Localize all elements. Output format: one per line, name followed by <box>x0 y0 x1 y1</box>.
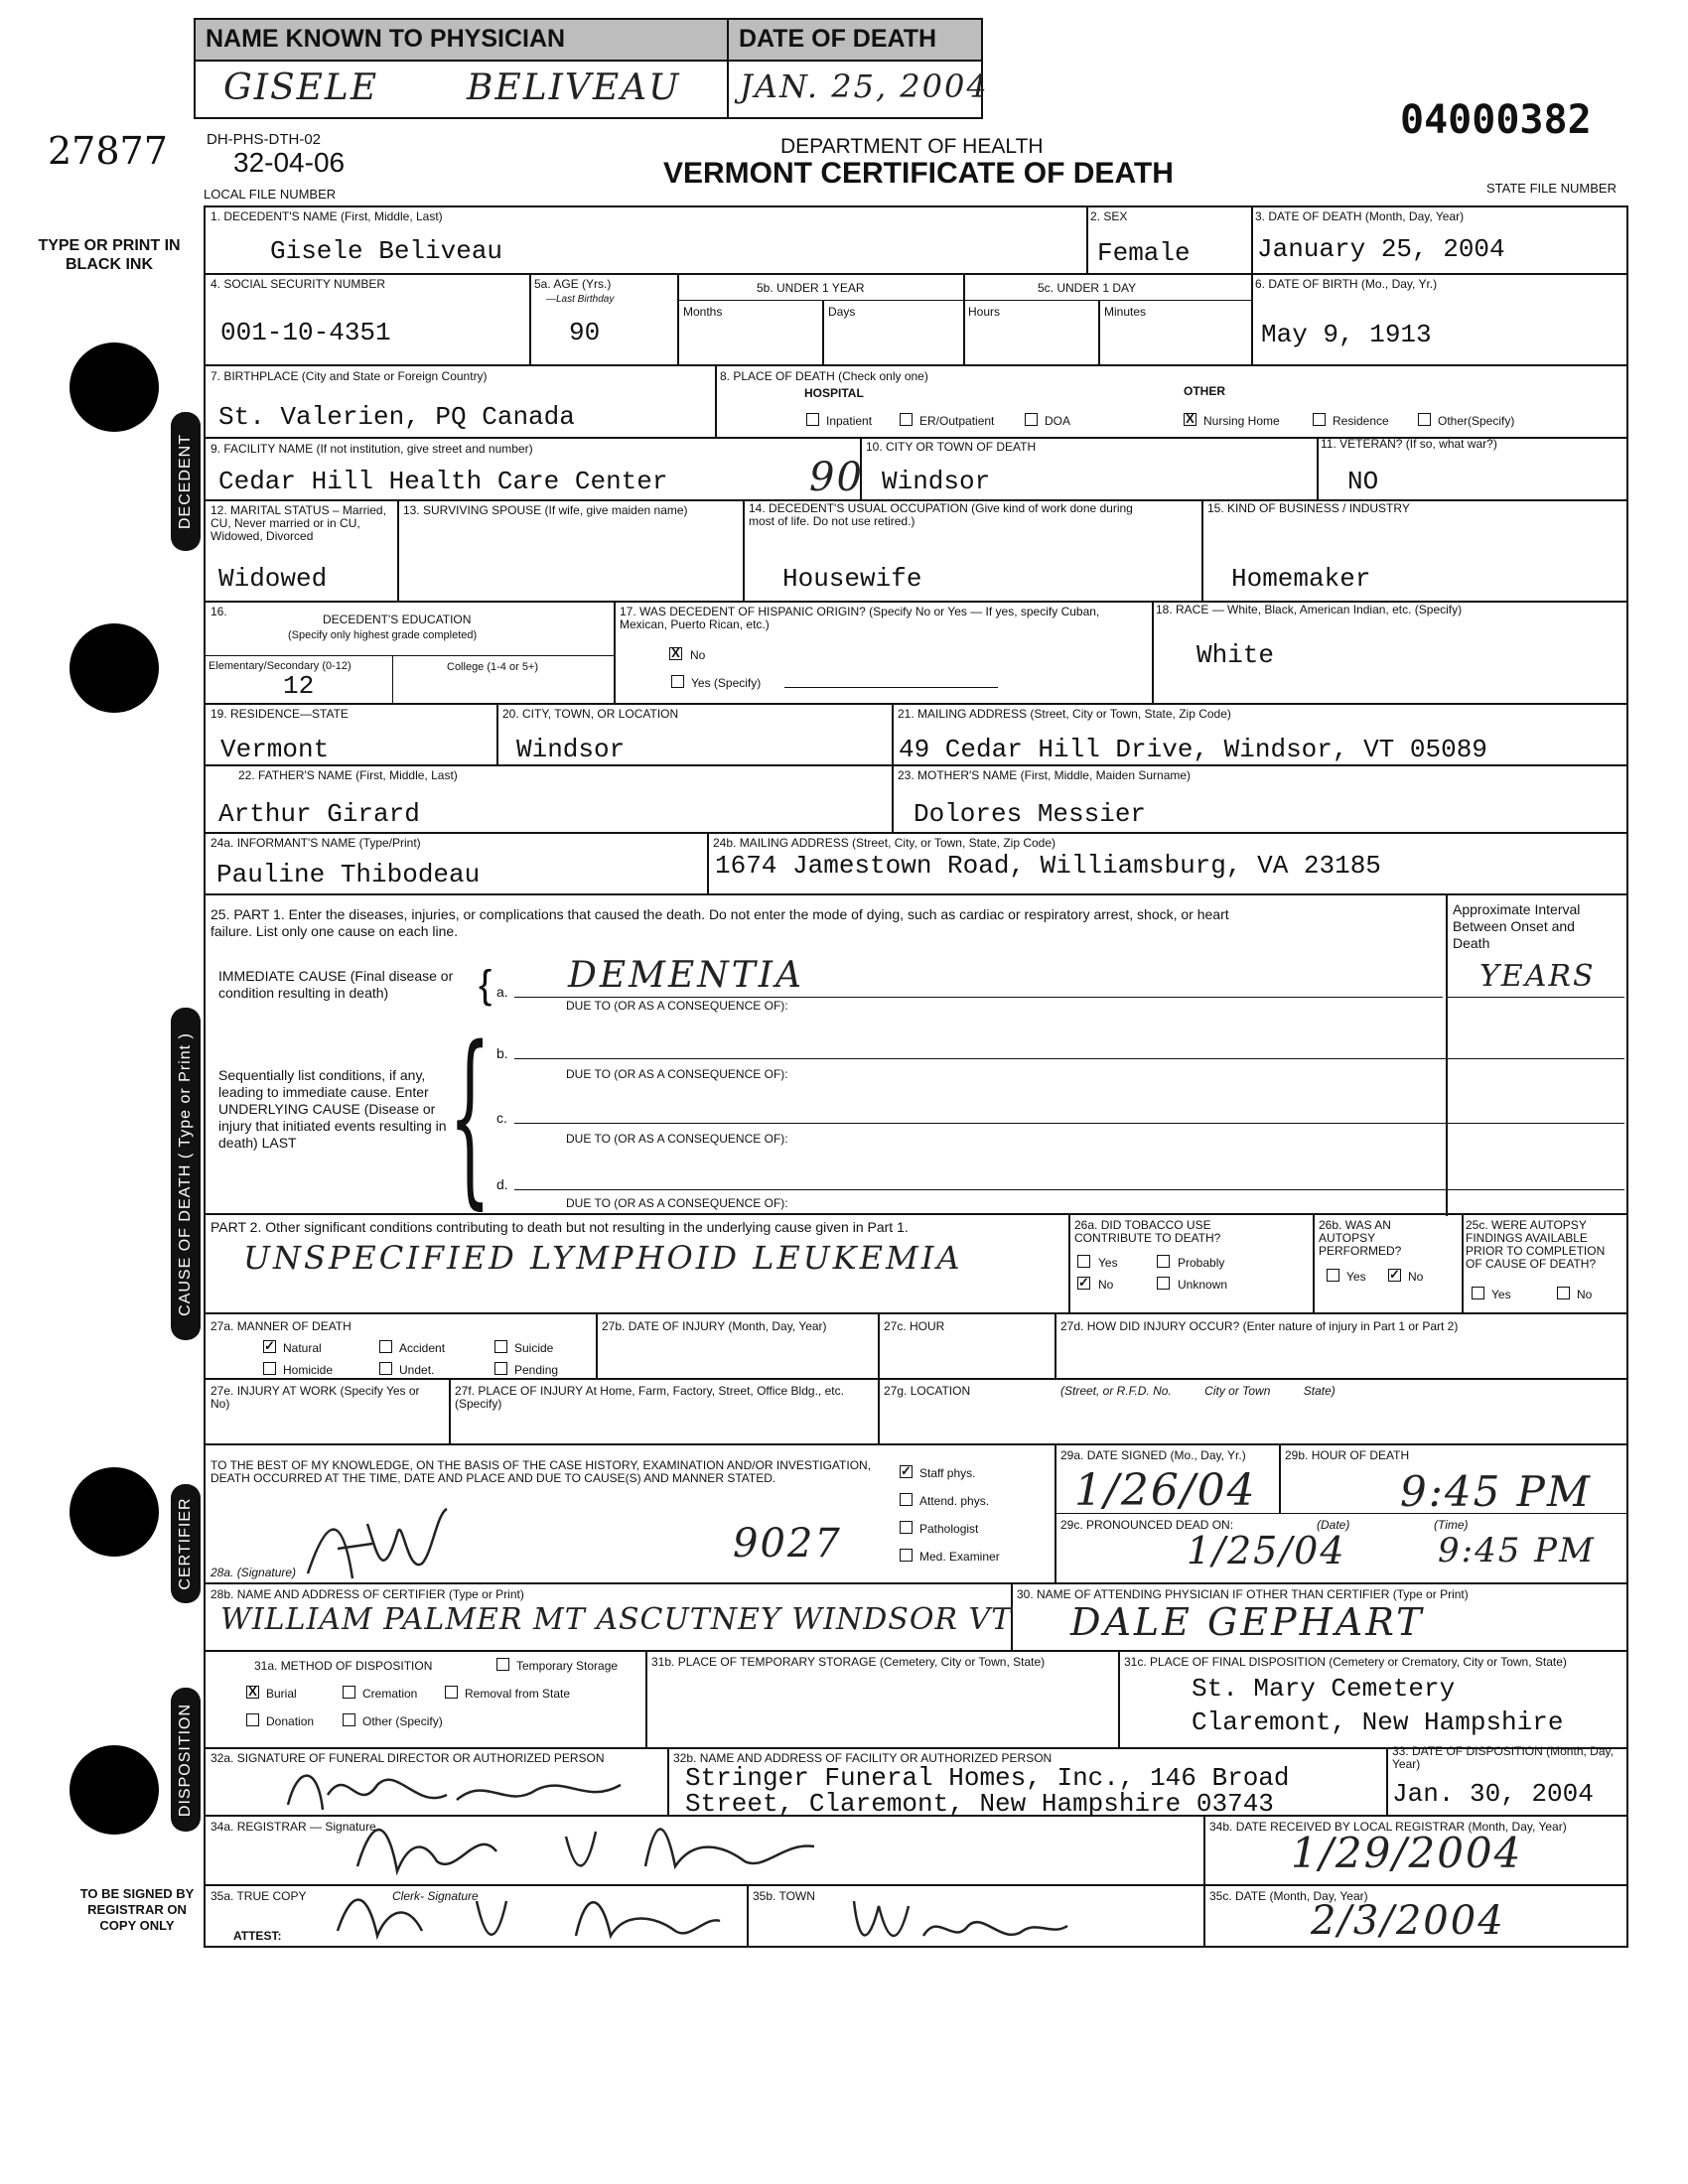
checkbox-other-disposition[interactable] <box>343 1713 355 1726</box>
sidebar-cause: CAUSE OF DEATH ( Type or Print ) <box>171 1008 201 1340</box>
label-natural: Natural <box>283 1341 322 1355</box>
label-college: College (1-4 or 5+) <box>447 661 539 673</box>
due-to-a: DUE TO (OR AS A CONSEQUENCE OF): <box>566 999 788 1013</box>
checkbox-tobacco-no[interactable]: ✓ <box>1078 1275 1089 1290</box>
label-no: No <box>690 648 706 662</box>
label-part2: PART 2. Other significant conditions contributing to death but not resulting in the underlying cause given in Part 1. <box>211 1219 909 1235</box>
label-25c: 25c. WERE AUTOPSY FINDINGS AVAILABLE PRIOR TO COMPLETION OF CAUSE OF DEATH? <box>1466 1218 1606 1271</box>
label-undet: Undet. <box>399 1363 435 1377</box>
line-d-label: d. <box>496 1176 508 1192</box>
due-to-d: DUE TO (OR AS A CONSEQUENCE OF): <box>566 1196 788 1210</box>
name-hand-last: BELIVEAU <box>467 68 681 108</box>
label-28b: 28b. NAME AND ADDRESS OF CERTIFIER (Type or Print) <box>211 1587 524 1601</box>
label-27g-sub: (Street, or R.F.D. No. City or Town State) <box>1060 1384 1336 1398</box>
label-5c: 5c. UNDER 1 DAY <box>1038 281 1137 295</box>
department: DEPARTMENT OF HEALTH <box>780 135 1044 158</box>
checkbox-med-examiner[interactable] <box>900 1549 913 1562</box>
label-sequential: Sequentially list conditions, if any, leading to immediate cause. Enter UNDERLYING CAUSE (Disease or injury that initiated events resulting in death) LAST <box>218 1067 447 1151</box>
label-medex: Med. Examiner <box>919 1550 1000 1564</box>
age: 90 <box>569 318 601 347</box>
date-of-death-label: DATE OF DEATH <box>729 20 981 60</box>
label-35b: 35b. TOWN <box>753 1889 815 1903</box>
checkbox-nursing-home[interactable]: X <box>1184 413 1196 426</box>
veteran: NO <box>1347 467 1379 496</box>
due-to-b: DUE TO (OR AS A CONSEQUENCE OF): <box>566 1067 788 1081</box>
date-of-birth: May 9, 1913 <box>1261 320 1432 349</box>
checkbox-cremation[interactable] <box>343 1686 355 1699</box>
decedent-name: Gisele Beliveau <box>270 236 503 266</box>
label-26b: 26b. WAS AN AUTOPSY PERFORMED? <box>1319 1218 1402 1258</box>
checkbox-removal[interactable] <box>445 1686 458 1699</box>
date-hand: JAN. 25, 2004 <box>740 68 989 105</box>
final-disposition-1: St. Mary Cemetery <box>1192 1674 1456 1704</box>
label-31a: 31a. METHOD OF DISPOSITION <box>254 1659 433 1673</box>
label-tobacco-yes: Yes <box>1098 1256 1118 1270</box>
label-24a: 24a. INFORMANT'S NAME (Type/Print) <box>211 836 421 850</box>
city-of-death: Windsor <box>882 467 991 496</box>
business: Homemaker <box>1231 564 1371 594</box>
facility-address-1: Stringer Funeral Homes, Inc., 146 Broad <box>685 1763 1290 1793</box>
facility-hand-note: 90 <box>809 455 864 500</box>
label-burial: Burial <box>266 1687 297 1701</box>
label-27d: 27d. HOW DID INJURY OCCUR? (Enter nature of injury in Part 1 or Part 2) <box>1060 1319 1459 1333</box>
label-accident: Accident <box>399 1341 446 1355</box>
label-32a: 32a. SIGNATURE OF FUNERAL DIRECTOR OR AUTHORIZED PERSON <box>211 1751 605 1765</box>
checkbox-attend-phys[interactable] <box>900 1493 913 1506</box>
certifier-number: 9027 <box>733 1521 842 1567</box>
label-interval: Approximate Interval Between Onset and Death <box>1453 901 1581 951</box>
label-22: 22. FATHER'S NAME (First, Middle, Last) <box>238 768 458 782</box>
label-7: 7. BIRTHPLACE (City and State or Foreign Country) <box>211 369 488 383</box>
label-14: 14. DECEDENT'S USUAL OCCUPATION (Give kind of work done during most of life. Do not use retired.) <box>749 501 1133 528</box>
label-months: Months <box>683 305 723 319</box>
name-hand-first: GISELE <box>223 68 379 108</box>
checkbox-inpatient[interactable] <box>806 413 819 426</box>
facility-address-2: Street, Claremont, New Hampshire 03743 <box>685 1789 1274 1819</box>
label-31b: 31b. PLACE OF TEMPORARY STORAGE (Cemetery, City or Town, State) <box>651 1655 1046 1669</box>
label-11: 11. VETERAN? (If so, what war?) <box>1321 437 1497 451</box>
birthplace: St. Valerien, PQ Canada <box>218 402 575 432</box>
final-disposition-2: Claremont, New Hampshire <box>1192 1707 1564 1737</box>
form-code: DH-PHS-DTH-02 <box>207 131 322 148</box>
label-tobacco-unknown: Unknown <box>1178 1278 1228 1292</box>
label-9: 9. FACILITY NAME (If not institution, give street and number) <box>211 442 533 456</box>
label-hours: Hours <box>968 305 1001 319</box>
label-temp-storage: Temporary Storage <box>516 1659 619 1673</box>
label-er: ER/Outpatient <box>919 414 995 428</box>
label-27b: 27b. DATE OF INJURY (Month, Day, Year) <box>602 1319 827 1333</box>
label-6: 6. DATE OF BIRTH (Mo., Day, Yr.) <box>1255 277 1438 291</box>
label-30: 30. NAME OF ATTENDING PHYSICIAN IF OTHER THAN CERTIFIER (Type or Print) <box>1017 1587 1469 1601</box>
file-number-left: 27877 <box>48 129 168 173</box>
checkbox-autopsy-no[interactable]: ✓ <box>1389 1267 1400 1282</box>
checkbox-homicide[interactable] <box>263 1362 276 1375</box>
label-inpatient: Inpatient <box>826 414 873 428</box>
due-to-c: DUE TO (OR AS A CONSEQUENCE OF): <box>566 1132 788 1146</box>
checkbox-donation[interactable] <box>246 1713 259 1726</box>
residence-city: Windsor <box>516 735 626 764</box>
label-5a: 5a. AGE (Yrs.) <box>534 277 612 291</box>
label-17: 17. WAS DECEDENT OF HISPANIC ORIGIN? (Specify No or Yes — If yes, specify Cuban, Mexican, Puerto Rican, etc.) <box>620 605 1100 631</box>
checkbox-er[interactable] <box>900 413 913 426</box>
registrar-signature <box>348 1807 824 1886</box>
occupation: Housewife <box>782 564 922 594</box>
label-4: 4. SOCIAL SECURITY NUMBER <box>211 277 386 291</box>
label-yes-specify: Yes (Specify) <box>691 676 762 690</box>
disposition-date: Jan. 30, 2004 <box>1392 1779 1594 1809</box>
punch-hole <box>70 623 159 713</box>
label-doa: DOA <box>1045 414 1071 428</box>
label-16: 16. <box>211 605 227 618</box>
pronounced-time: 9:45 PM <box>1438 1531 1596 1570</box>
checkbox-accident[interactable] <box>379 1340 392 1353</box>
label-time: (Time) <box>1434 1518 1469 1532</box>
label-findings-yes: Yes <box>1491 1288 1511 1301</box>
attending-physician: DALE GEPHART <box>1070 1600 1425 1644</box>
label-elementary: Elementary/Secondary (0-12) <box>209 660 352 672</box>
label-23: 23. MOTHER'S NAME (First, Middle, Maiden Surname) <box>898 768 1192 782</box>
checkbox-other[interactable] <box>1418 413 1431 426</box>
interval-a: YEARS <box>1479 959 1596 994</box>
checkbox-autopsy-yes[interactable] <box>1327 1269 1339 1282</box>
label-29b: 29b. HOUR OF DEATH <box>1285 1448 1410 1462</box>
sidebar-disposition: DISPOSITION <box>171 1688 201 1832</box>
received-date: 1/29/2004 <box>1291 1829 1523 1877</box>
checkbox-findings-yes[interactable] <box>1472 1287 1484 1299</box>
hour-of-death: 9:45 PM <box>1400 1467 1592 1516</box>
checkbox-staff-phys[interactable]: ✓ <box>901 1463 912 1478</box>
label-other-disposition: Other (Specify) <box>362 1714 443 1728</box>
punch-hole <box>70 1745 159 1835</box>
certifier-signature <box>298 1494 477 1593</box>
label-33: 33. DATE OF DISPOSITION (Month, Day, Year) <box>1392 1744 1614 1771</box>
label-34b: 34b. DATE RECEIVED BY LOCAL REGISTRAR (Month, Day, Year) <box>1209 1820 1567 1834</box>
label-32b: 32b. NAME AND ADDRESS OF FACILITY OR AUTHORIZED PERSON <box>673 1751 1053 1765</box>
checkbox-doa[interactable] <box>1025 413 1038 426</box>
label-31c: 31c. PLACE OF FINAL DISPOSITION (Cemetery or Crematory, City or Town, State) <box>1124 1655 1567 1669</box>
label-other-specify: Other(Specify) <box>1438 414 1515 428</box>
checkbox-tobacco-yes[interactable] <box>1077 1255 1090 1268</box>
label-3: 3. DATE OF DEATH (Month, Day, Year) <box>1255 209 1465 223</box>
checkbox-burial[interactable]: X <box>246 1686 259 1699</box>
label-staff: Staff phys. <box>919 1466 976 1480</box>
label-12: 12. MARITAL STATUS – Married, CU, Never married or in CU, Widowed, Divorced <box>211 503 386 543</box>
state-file-label: STATE FILE NUMBER <box>1486 181 1617 196</box>
label-immediate: IMMEDIATE CAUSE (Final disease or condition resulting in death) <box>218 968 454 1001</box>
label-patho: Pathologist <box>919 1522 979 1536</box>
checkbox-findings-no[interactable] <box>1557 1287 1570 1299</box>
line-c-label: c. <box>496 1110 507 1126</box>
label-homicide: Homicide <box>283 1363 334 1377</box>
label-27e: 27e. INJURY AT WORK (Specify Yes or No) <box>211 1384 420 1411</box>
label-16-title: DECEDENT'S EDUCATION <box>323 613 472 626</box>
label-34a: 34a. REGISTRAR — Signature <box>211 1820 376 1834</box>
label-15: 15. KIND OF BUSINESS / INDUSTRY <box>1207 501 1410 515</box>
checkbox-tobacco-probably[interactable] <box>1157 1255 1170 1268</box>
certifier-name: WILLIAM PALMER MT ASCUTNEY WINDSOR VT <box>220 1602 1013 1637</box>
label-27f: 27f. PLACE OF INJURY At Home, Farm, Factory, Street, Office Bldg., etc. (Specify) <box>455 1384 844 1411</box>
label-29c: 29c. PRONOUNCED DEAD ON: <box>1060 1518 1234 1532</box>
label-27a: 27a. MANNER OF DEATH <box>211 1319 352 1333</box>
label-attend: Attend. phys. <box>919 1494 990 1508</box>
label-19: 19. RESIDENCE—STATE <box>211 707 349 721</box>
label-21: 21. MAILING ADDRESS (Street, City or Town, State, Zip Code) <box>898 707 1231 721</box>
registrar-note: TO BE SIGNED BY REGISTRAR ON COPY ONLY <box>79 1886 195 1933</box>
label-clerk: Clerk- Signature <box>392 1889 479 1903</box>
town-signature <box>844 1891 1072 1951</box>
cause-a: DEMENTIA <box>568 955 805 996</box>
date-of-death: January 25, 2004 <box>1257 234 1505 264</box>
label-days: Days <box>828 305 856 319</box>
label-tobacco-probably: Probably <box>1178 1256 1225 1270</box>
marital-status: Widowed <box>218 564 328 594</box>
clerk-signature <box>328 1881 725 1951</box>
education: 12 <box>283 671 315 701</box>
mailing-address: 49 Cedar Hill Drive, Windsor, VT 05089 <box>899 735 1487 764</box>
informant-name: Pauline Thibodeau <box>216 860 481 889</box>
label-findings-no: No <box>1577 1288 1593 1301</box>
brace-bcd: { <box>449 1007 492 1226</box>
label-removal: Removal from State <box>465 1687 571 1701</box>
father-name: Arthur Girard <box>218 799 420 829</box>
informant-address: 1674 Jamestown Road, Williamsburg, VA 23185 <box>715 851 1381 881</box>
date-signed: 1/26/04 <box>1074 1465 1257 1516</box>
checkbox-undet[interactable] <box>379 1362 392 1375</box>
label-24b: 24b. MAILING ADDRESS (Street, City, or Town, State, Zip Code) <box>713 836 1056 850</box>
label-pending: Pending <box>514 1363 559 1377</box>
label-18: 18. RACE — White, Black, American Indian, etc. (Specify) <box>1156 603 1463 616</box>
part2-value: UNSPECIFIED LYMPHOID LEUKEMIA <box>243 1239 963 1277</box>
ink-note: TYPE OR PRINT IN BLACK INK <box>38 237 181 273</box>
label-attest: ATTEST: <box>233 1929 282 1943</box>
line-b-label: b. <box>496 1045 508 1061</box>
label-27c: 27c. HOUR <box>884 1319 945 1333</box>
label-5b: 5b. UNDER 1 YEAR <box>757 281 865 295</box>
race: White <box>1196 640 1275 670</box>
label-26a: 26a. DID TOBACCO USE CONTRIBUTE TO DEATH? <box>1074 1218 1221 1245</box>
label-nursing: Nursing Home <box>1203 414 1280 428</box>
sex: Female <box>1097 238 1191 268</box>
label-autopsy-no: No <box>1408 1270 1424 1284</box>
residence-state: Vermont <box>220 735 330 764</box>
label-other: OTHER <box>1184 384 1225 398</box>
label-8: 8. PLACE OF DEATH (Check only one) <box>720 369 928 383</box>
checkbox-suicide[interactable] <box>494 1340 507 1353</box>
label-date: (Date) <box>1317 1518 1350 1532</box>
label-13: 13. SURVIVING SPOUSE (If wife, give maiden name) <box>403 503 688 517</box>
checkbox-tobacco-unknown[interactable] <box>1157 1277 1170 1290</box>
label-hospital: HOSPITAL <box>804 386 864 400</box>
label-20: 20. CITY, TOWN, OR LOCATION <box>502 707 679 721</box>
facility-name: Cedar Hill Health Care Center <box>218 467 668 496</box>
label-35a: 35a. TRUE COPY <box>211 1889 307 1903</box>
checkbox-hispanic-yes[interactable] <box>671 675 684 688</box>
checkbox-natural[interactable]: ✓ <box>264 1338 275 1353</box>
ssn: 001-10-4351 <box>220 318 391 347</box>
mother-name: Dolores Messier <box>914 799 1147 829</box>
label-25-part1: 25. PART 1. Enter the diseases, injuries, or complications that caused the death. Do not enter the mode of dying, such as cardiac or respiratory arrest, shock, or heart failure. List only one cause on each line. <box>211 906 1229 939</box>
local-file-label: LOCAL FILE NUMBER <box>204 187 337 202</box>
label-16-sub: (Specify only highest grade completed) <box>288 629 478 641</box>
label-29a: 29a. DATE SIGNED (Mo., Day, Yr.) <box>1060 1448 1246 1462</box>
checkbox-hispanic-no[interactable]: X <box>669 647 682 660</box>
label-35c: 35c. DATE (Month, Day, Year) <box>1209 1889 1368 1903</box>
local-file-number: 32-04-06 <box>233 147 346 178</box>
page-title: VERMONT CERTIFICATE OF DEATH <box>663 157 1174 190</box>
label-residence: Residence <box>1333 414 1389 428</box>
label-10: 10. CITY OR TOWN OF DEATH <box>866 440 1037 454</box>
label-tobacco-no: No <box>1098 1278 1114 1292</box>
line-a-label: a. <box>496 984 508 1000</box>
label-cremation: Cremation <box>362 1687 418 1701</box>
label-28a: 28a. (Signature) <box>211 1566 297 1579</box>
brace-a: { <box>479 963 492 1007</box>
pronounced-date: 1/25/04 <box>1187 1529 1346 1572</box>
label-suicide: Suicide <box>514 1341 554 1355</box>
sidebar-certifier: CERTIFIER <box>171 1484 201 1603</box>
label-autopsy-yes: Yes <box>1346 1270 1366 1284</box>
checkbox-temp-storage[interactable] <box>496 1658 509 1671</box>
checkbox-residence[interactable] <box>1313 413 1326 426</box>
label-27g: 27g. LOCATION <box>884 1384 971 1398</box>
label-minutes: Minutes <box>1104 305 1147 319</box>
label-2: 2. SEX <box>1090 209 1128 223</box>
checkbox-pending[interactable] <box>494 1362 507 1375</box>
certification-text: TO THE BEST OF MY KNOWLEDGE, ON THE BASIS OF THE CASE HISTORY, EXAMINATION AND/OR INVESTIGATION, DEATH OCCURRED AT THE TIME, DATE AND PLACE AND DUE TO CAUSE(S) AND MANNER STATED. <box>211 1458 872 1485</box>
punch-hole <box>70 1467 159 1557</box>
label-1: 1. DECEDENT'S NAME (First, Middle, Last) <box>211 209 443 223</box>
label-5a-sub: —Last Birthday <box>546 294 615 305</box>
state-file-number: 04000382 <box>1400 97 1592 143</box>
name-known-label: NAME KNOWN TO PHYSICIAN <box>196 20 727 60</box>
checkbox-pathologist[interactable] <box>900 1521 913 1534</box>
sidebar-decedent: DECEDENT <box>171 412 201 551</box>
label-donation: Donation <box>266 1714 315 1728</box>
punch-hole <box>70 342 159 432</box>
copy-date: 2/3/2004 <box>1311 1898 1505 1944</box>
